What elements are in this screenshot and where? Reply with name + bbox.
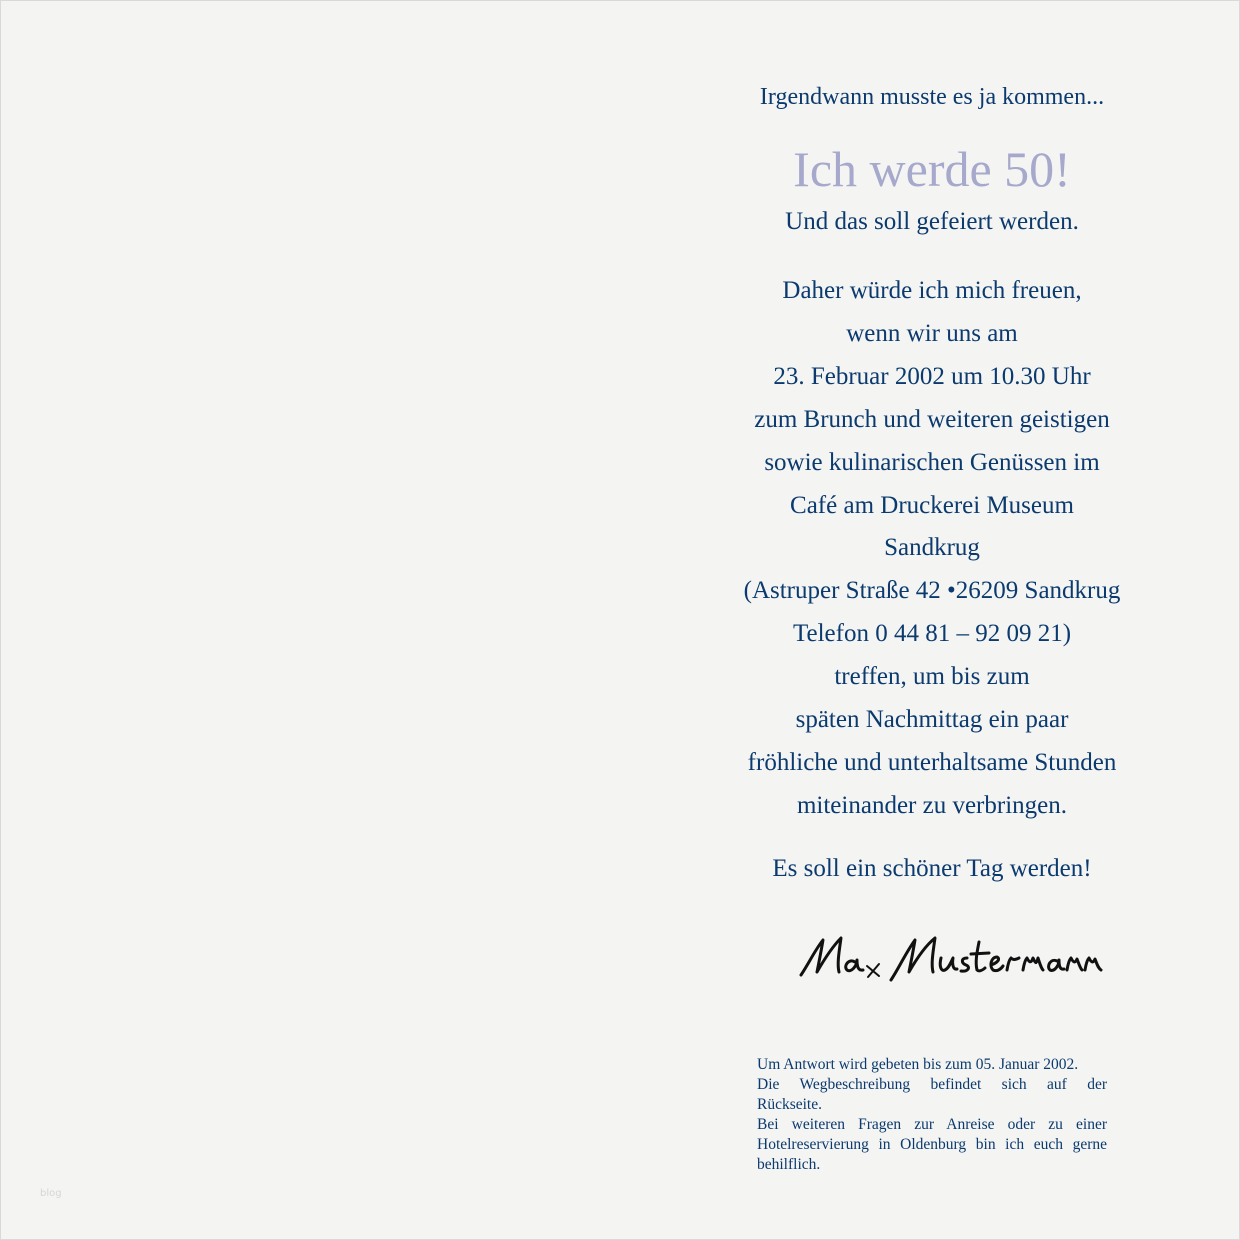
body-line: sowie kulinarischen Genüssen im [764, 448, 1100, 476]
body-line: zum Brunch und weiteren geistigen [754, 405, 1110, 433]
footnote-line: Bei weiteren Fragen zur Anreise oder zu einer [757, 1116, 1107, 1133]
body-line: (Astruper Straße 42 •26209 Sandkrug [743, 577, 1121, 605]
subheadline: Und das soll gefeiert werden. [785, 208, 1079, 235]
intro-text: Irgendwann musste es ja kommen... [759, 84, 1105, 110]
footnote-line: Rückseite. [757, 1096, 822, 1113]
body-line: miteinander zu verbringen. [796, 791, 1068, 819]
footnote-line: Hotelreservierung in Oldenburg bin ich euch gerne [757, 1136, 1107, 1153]
body-line: Telefon 0 44 81 – 92 09 21) [792, 620, 1072, 648]
footnote-line: Die Wegbeschreibung befindet sich auf der [757, 1076, 1107, 1093]
footnote-line: Um Antwort wird gebeten bis zum 05. Januar 2002. [757, 1056, 1079, 1073]
footnote-line: behilflich. [757, 1156, 821, 1173]
signature [795, 928, 1115, 988]
headline: Ich werde 50! [793, 141, 1071, 197]
body-line: Daher würde ich mich freuen, [782, 277, 1082, 304]
body-line: 23. Februar 2002 um 10.30 Uhr [773, 362, 1091, 390]
body-line: Sandkrug [884, 534, 980, 562]
invitation-body [720, 270, 1144, 828]
closing-text: Es soll ein schöner Tag werden! [772, 855, 1092, 882]
body-line: späten Nachmittag ein paar [795, 706, 1069, 734]
body-line: Café am Druckerei Museum [790, 491, 1074, 519]
body-line: fröhliche und unterhaltsame Stunden [747, 748, 1117, 776]
footnote [757, 1055, 1107, 1175]
body-line: wenn wir uns am [846, 319, 1018, 347]
body-line: treffen, um bis zum [834, 663, 1030, 691]
watermark: blog [40, 1188, 62, 1199]
